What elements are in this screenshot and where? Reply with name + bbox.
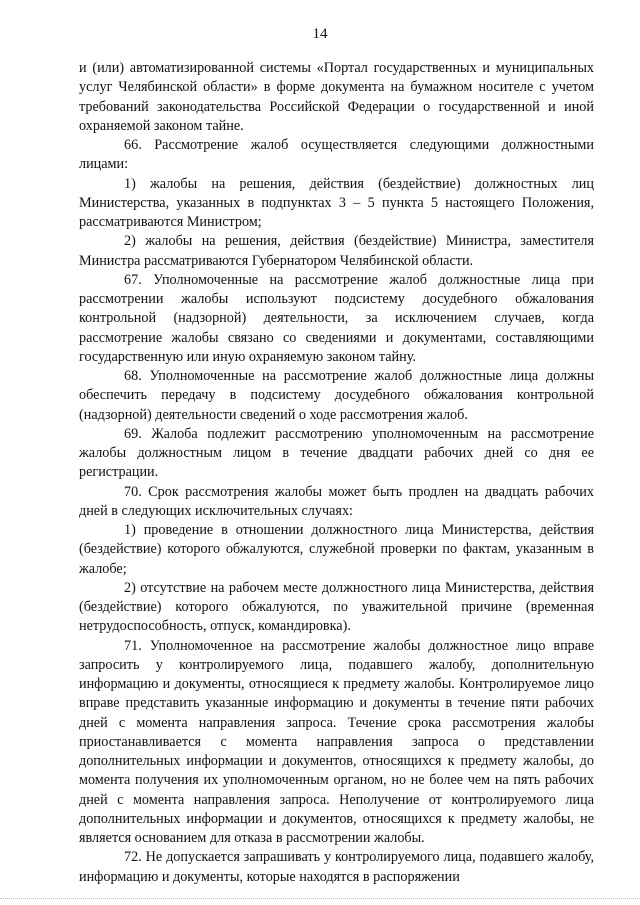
paragraph-67: 67. Уполномоченные на рассмотрение жалоб должностные лица при рассмотрении жалобы используют подсистему досудебного обжалования контрольной (надзорной) деятельности, за исключением случаев, когда рассмотрение жалобы связано со сведениями и документами, составляющими государственную или иную охраняемую законом тайну. (79, 271, 594, 365)
paragraph-66-item-2: 2) жалобы на решения, действия (бездействие) Министра, заместителя Министра рассматриваются Губернатором Челябинской области. (79, 233, 594, 269)
paragraph-69: 69. Жалоба подлежит рассмотрению уполномоченным на рассмотрение жалобы должностным лицом в течение двадцати рабочих дней со дня ее регистрации. (79, 425, 594, 481)
document-body (79, 59, 594, 887)
paragraph-70: 70. Срок рассмотрения жалобы может быть продлен на двадцать рабочих дней в следующих исключительных случаях: (79, 483, 594, 519)
paragraph-71: 71. Уполномоченное на рассмотрение жалобы должностное лицо вправе запросить у контролируемого лица, подавшего жалобу, дополнительную информацию и документы, относящиеся к предмету жалобы. Контролируемое лицо вправе представить указанные информацию и документы в течение пяти рабочих дней с момента направления запроса. Течение срока рассмотрения жалобы приостанавливается с момента направления запроса о представлении дополнительных информации и документов, относящихся к предмету жалобы, до момента получения их уполномоченным органом, но не более чем на пять рабочих дней с момента направления запроса. Неполучение от контролируемого лица дополнительных информации и документов, относящихся к предмету жалобы, не является основанием для отказа в рассмотрении жалобы. (79, 637, 594, 846)
paragraph-70-item-1: 1) проведение в отношении должностного лица Министерства, действия (бездействие) которого обжалуются, служебной проверки по фактам, указанным в жалобе; (79, 522, 594, 577)
paragraph-72: 72. Не допускается запрашивать у контролируемого лица, подавшего жалобу, информацию и документы, которые находятся в распоряжении (79, 849, 594, 885)
paragraph-66-item-1: 1) жалобы на решения, действия (бездействие) должностных лиц Министерства, указанных в подпунктах 3 – 5 пункта 5 настоящего Положения, рассматриваются Министром; (79, 175, 594, 230)
page-number: 14 (312, 26, 328, 42)
paragraph-continuation: и (или) автоматизированной системы «Портал государственных и муниципальных услуг Челябинской области» в форме документа на бумажном носителе с учетом требований законодательства Российской Федерации о государственной и иной охраняемой законом тайне. (79, 60, 594, 134)
scan-artifact-line (0, 898, 640, 899)
paragraph-70-item-2: 2) отсутствие на рабочем месте должностного лица Министерства, действия (бездействие) которого обжалуются, по уважительной причине (временная нетрудоспособность, отпуск, командировка). (79, 579, 594, 635)
paragraph-68: 68. Уполномоченные на рассмотрение жалоб должностные лица должны обеспечить передачу в подсистему досудебного обжалования контрольной (надзорной) деятельности сведений о ходе рассмотрения жалоб. (79, 368, 594, 423)
scan-artifact-mark (455, 872, 456, 880)
paragraph-66: 66. Рассмотрение жалоб осуществляется следующими должностными лицами: (79, 137, 594, 173)
